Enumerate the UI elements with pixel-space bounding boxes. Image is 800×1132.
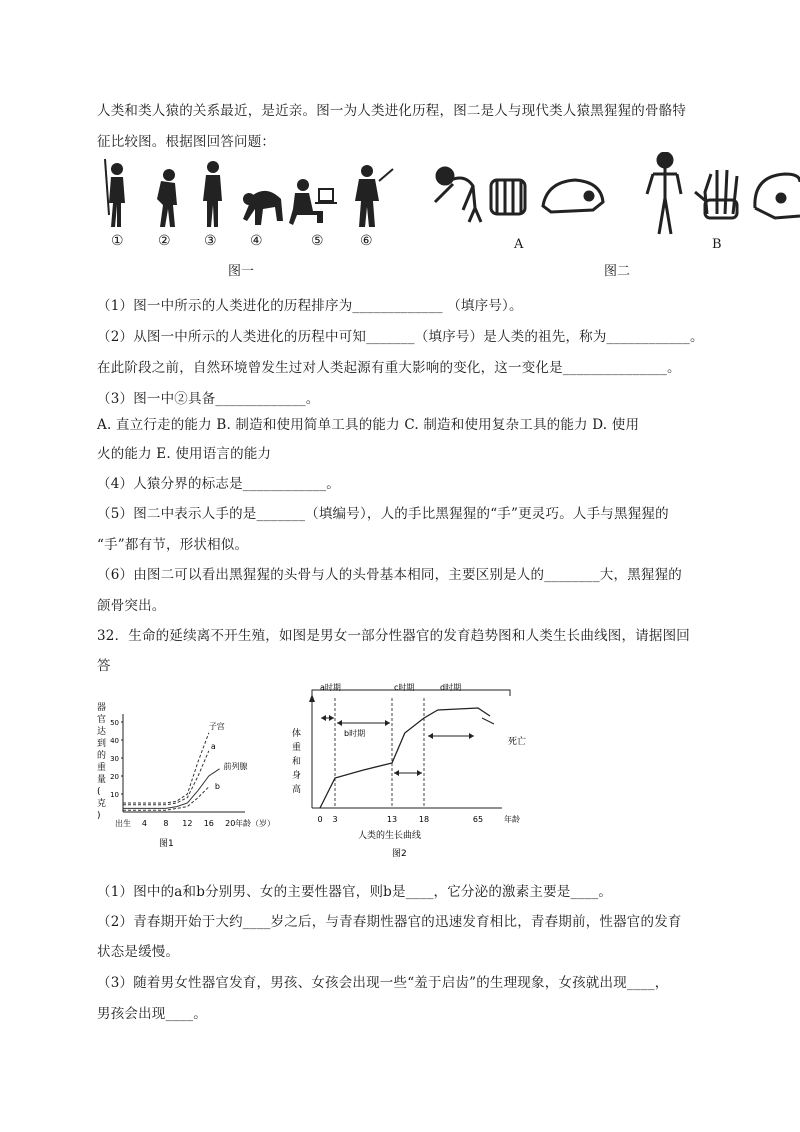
question-2-part-2: 在此阶段之前，自然环境曾发生过对人类起源有重大影响的变化，这一变化是_______________。 [97, 360, 681, 376]
series-line-3 [123, 787, 209, 810]
series-line-2 [123, 769, 220, 809]
period-label-b: b时期 [344, 729, 366, 738]
y-axis-label-char: 官 [97, 715, 107, 725]
figure1-caption: 图一 [228, 264, 255, 279]
y-tick-label: 20 [110, 773, 119, 781]
evolution-stage-4-image [243, 191, 283, 225]
evolution-figure [97, 155, 397, 235]
y-axis-label-char: ) [97, 811, 101, 821]
series-label: a [210, 741, 216, 751]
y-axis-label-char: 高 [292, 785, 302, 795]
series-label: 子宫 [208, 721, 225, 731]
stage-number-5: ⑤ [311, 233, 324, 249]
period-label-a: a时期 [320, 683, 341, 692]
x-tick-label: 20 [225, 819, 236, 828]
period-b-arrow-head-right [385, 720, 390, 726]
question-5-part-1: （5）图二中表示人手的是_______（填编号），人的手比黑猩猩的“手”更灵巧。人手与黑猩猩的 [97, 506, 669, 522]
subquestion-1: （1）图中的a和b分别男、女的主要性器官，则b是____，它分泌的激素主要是____。 [97, 884, 613, 900]
organ-development-chart [93, 700, 283, 860]
subquestion-3-part-2: 男孩会出现____。 [97, 1006, 207, 1022]
question-32-part-2: 答 [97, 658, 111, 674]
question-3-options-1: A. 直立行走的能力 B. 制造和使用简单工具的能力 C. 制造和使用复杂工具的能力 D. 使用 [97, 417, 640, 433]
stage-number-3: ③ [204, 233, 217, 249]
evolution-stage-5-image [289, 179, 337, 225]
question-2-part-1: （2）从图一中所示的人类进化的历程中可知_______（填序号）是人类的祖先，称为____________。 [97, 329, 704, 345]
intro-line-2: 征比较图。根据图回答问题： [97, 134, 276, 150]
period-label-c: c时期 [394, 683, 415, 692]
figure2-label-b: B [712, 237, 722, 252]
chart-title: 图1 [159, 839, 174, 849]
figure2-caption: 图二 [604, 264, 631, 279]
y-tick-label: 10 [110, 791, 119, 799]
question-6-part-2: 颌骨突出。 [97, 598, 166, 614]
x-tick-label: 3 [332, 815, 338, 824]
human-skeleton-image [647, 153, 681, 234]
y-axis-label-char: 达 [97, 727, 107, 737]
y-axis-label-char: 到 [97, 739, 107, 749]
death-pointer [482, 718, 494, 724]
y-axis-label-char: 身 [292, 771, 302, 781]
stage-number-6: ⑥ [360, 233, 373, 249]
human-hand-image [695, 170, 737, 218]
x-tick-label: 4 [141, 819, 148, 828]
chart-title: 图2 [392, 849, 407, 859]
y-axis-label-char: 器 [97, 703, 107, 713]
y-axis-label-char: 的 [97, 751, 107, 761]
x-tick-label: 8 [163, 819, 169, 828]
subquestion-2-part-2: 状态是缓慢。 [97, 944, 180, 960]
question-32-part-1: 32．生命的延续离不开生殖，如图是男女一部分性器官的发育趋势图和人类生长曲线图，请据图回 [97, 628, 690, 644]
figure2-label-a: A [514, 237, 524, 252]
evolution-stage-3-image [203, 161, 222, 227]
x-tick-label: 18 [418, 815, 430, 824]
stage-number-1: ① [111, 233, 124, 249]
question-4: （4）人猿分界的标志是____________。 [97, 476, 340, 492]
question-3: （3）图一中②具备_____________。 [97, 391, 320, 407]
x-tick-label: 16 [203, 819, 214, 828]
y-axis-label-char: 重 [97, 763, 107, 773]
question-5-part-2: “手”都有节，形状相似。 [97, 537, 249, 553]
x-tick-label: 出生 [115, 819, 131, 828]
x-tick-label: 0 [317, 815, 323, 824]
series-label: 前列腺 [223, 761, 248, 771]
chart-subtitle: 人类的生长曲线 [358, 831, 422, 841]
human-skull-image [755, 174, 800, 218]
question-1: （1）图一中所示的人类进化的历程排序为_____________ （填序号）。 [97, 298, 523, 314]
period-a-arrow-head-right [329, 715, 334, 721]
intro-line-1: 人类和类人猿的关系最近，是近亲。图一为人类进化历程，图二是人与现代类人猿黑猩猩的骨骼特 [97, 103, 687, 119]
y-axis-label-char: 和 [292, 757, 302, 767]
stage-number-2: ② [158, 233, 171, 249]
chimp-skull-image [543, 180, 603, 212]
evolution-stage-2-image [157, 169, 177, 227]
y-axis-label-char: 量 [97, 775, 107, 785]
y-axis-label-char: 克 [97, 799, 107, 809]
y-tick-label: 40 [110, 737, 119, 745]
period-d-arrow-head-left [428, 733, 433, 739]
period-c-arrow-head-left [394, 770, 399, 776]
x-tick-label: 12 [182, 819, 193, 828]
period-b-arrow-head-left [337, 720, 342, 726]
subquestion-2-part-1: （2）青春期开始于大约____岁之后，与青春期性器官的迅速发育相比，青春期前，性器官的发育 [97, 914, 682, 930]
y-tick-label: 50 [110, 719, 119, 727]
x-axis-label: 年龄（岁） [235, 819, 275, 828]
x-tick-label: 65 [472, 815, 484, 824]
stage-number-4: ④ [250, 233, 263, 249]
subquestion-3-part-1: （3）随着男女性器官发育，男孩、女孩会出现一些“羞于启齿”的生理现象，女孩就出现____， [97, 975, 669, 991]
x-axis-label: 年龄 [504, 815, 520, 824]
evolution-stage-1-image [105, 159, 125, 227]
growth-curve-chart [282, 678, 532, 860]
period-a-arrow-head-left [321, 715, 326, 721]
y-tick-label: 30 [110, 755, 119, 763]
series-line-1 [123, 751, 209, 805]
period-c-arrow-head-right [417, 770, 422, 776]
x-tick-label: 13 [386, 815, 398, 824]
chimp-hand-image [491, 180, 525, 214]
period-label-d: d时期 [440, 683, 462, 692]
question-3-options-2: 火的能力 E. 使用语言的能力 [97, 446, 272, 462]
y-axis-label-char: 重 [292, 743, 302, 753]
y-axis-label-char: ( [97, 787, 101, 797]
y-axis-label-char: 体 [292, 729, 302, 739]
period-d-arrow-head-right [469, 733, 474, 739]
death-label: 死亡 [508, 737, 527, 747]
question-6-part-1: （6）由图二可以看出黑猩猩的头骨与人的头骨基本相同，主要区别是人的________大，黑猩猩的 [97, 567, 682, 583]
chimp-skeleton-image [435, 168, 481, 222]
evolution-stage-6-image [355, 165, 393, 227]
skeleton-comparison-figure [425, 152, 800, 242]
series-label: b [214, 781, 220, 791]
